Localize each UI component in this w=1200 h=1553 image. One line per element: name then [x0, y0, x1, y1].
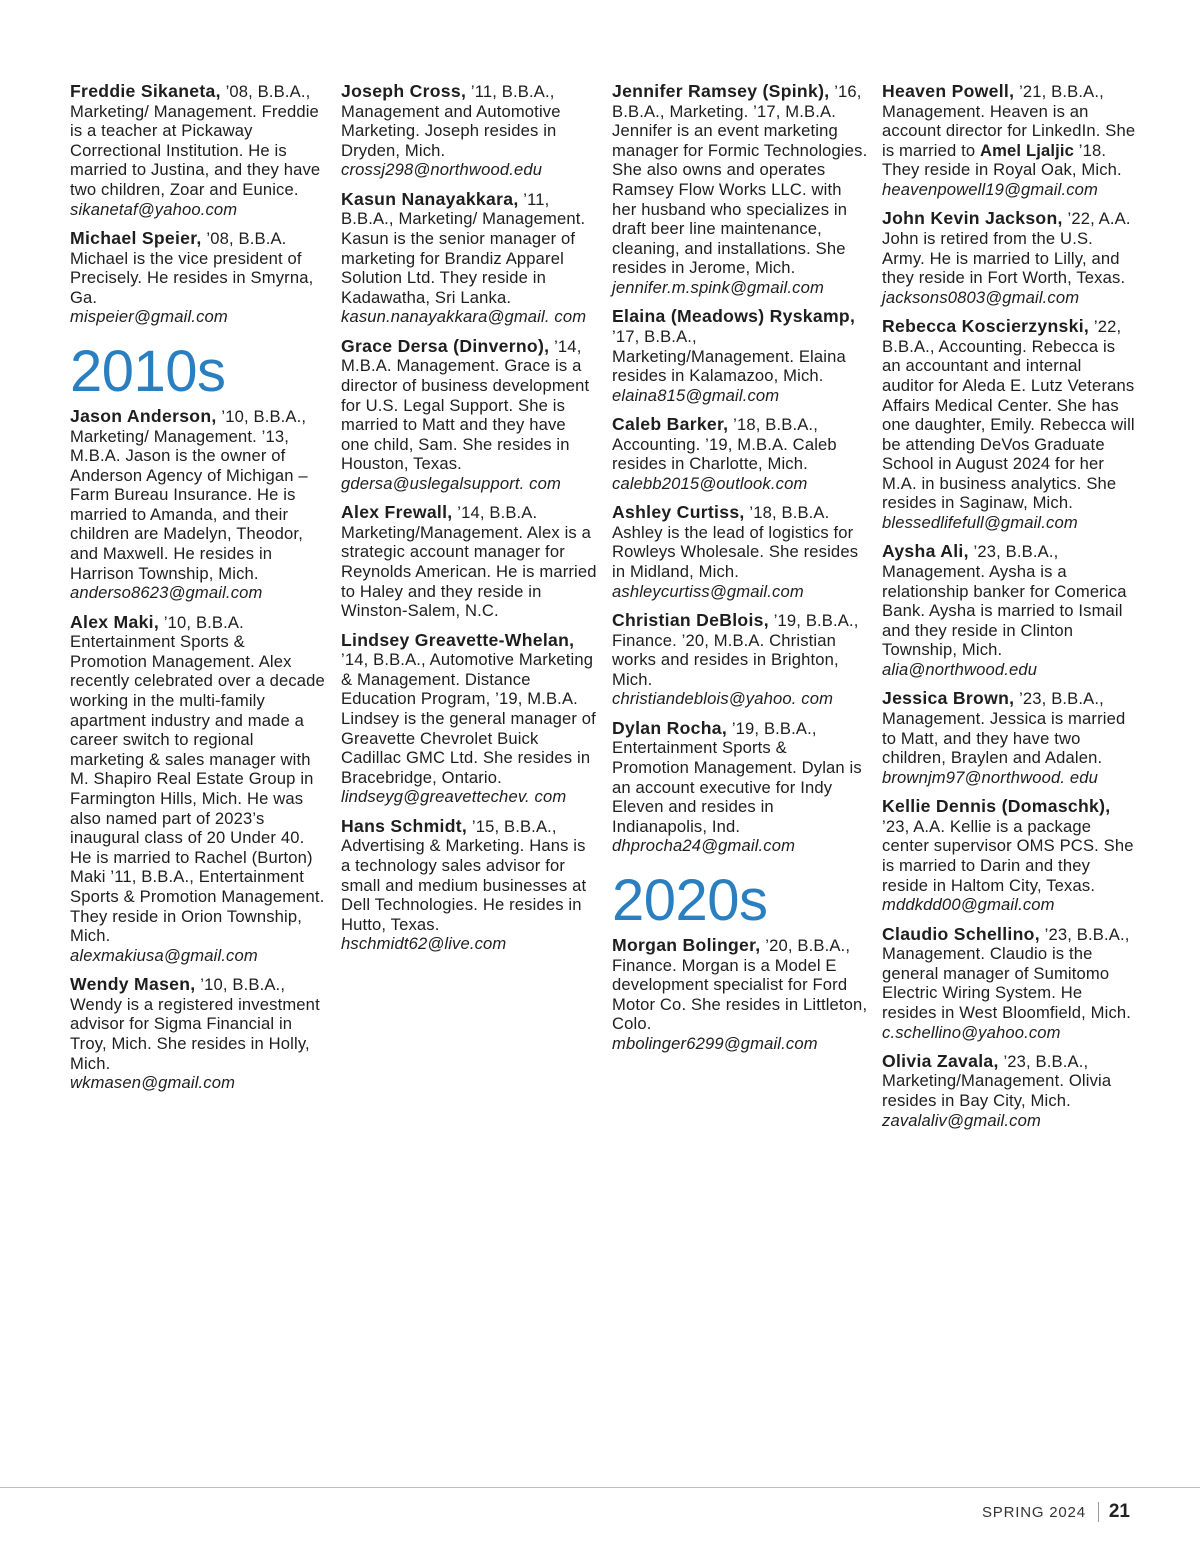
alumni-entry: [882, 925, 1138, 1043]
alumni-entry: [882, 797, 1138, 915]
alumni-details: ’08, B.B.A., Marketing/ Management. Freddie is a teacher at Pickaway Correctional Institution. He is married to Justina, and they have two children, Zoar and Eunice.: [70, 82, 321, 199]
alumni-name: Alex Frewall,: [341, 502, 453, 523]
alumni-name: John Kevin Jackson,: [882, 208, 1063, 229]
alumni-email: brownjm97@northwood. edu: [882, 767, 1099, 787]
alumni-entry: [341, 190, 597, 327]
alumni-name: Hans Schmidt,: [341, 815, 468, 836]
column-4: [882, 82, 1138, 1140]
alumni-email: hschmidt62@live.com: [341, 934, 507, 954]
alumni-entry: [612, 611, 868, 709]
alumni-email: lindseyg@greavettechev. com: [341, 787, 567, 807]
alumni-details: ’16, B.B.A., Marketing. ’17, M.B.A. Jennifer is an event marketing manager for Formic Technologies. She also owns and operates Ramsey Flow Works LLC. with her husband who specializes in draft beer line maintenance, cleaning, and installations. She resides in Jerome, Mich.: [612, 82, 868, 278]
alumni-email: jacksons0803@gmail.com: [882, 287, 1080, 307]
alumni-entry: [882, 1052, 1138, 1130]
alumni-details: ’21, B.B.A., Management. Heaven is an account director for LinkedIn. She is married to: [882, 82, 1136, 160]
alumni-email: heavenpowell19@gmail.com: [882, 179, 1098, 199]
alumni-email: wkmasen@gmail.com: [70, 1073, 236, 1093]
alumni-entry: [882, 317, 1138, 533]
alumni-entry: [882, 689, 1138, 787]
alumni-entry: [612, 415, 868, 493]
alumni-entry: [70, 82, 326, 219]
alumni-name: Aysha Ali,: [882, 541, 969, 562]
column-2: [341, 82, 597, 964]
column-3: [612, 82, 868, 1063]
alumni-details: ’14, B.B.A. Marketing/Management. Alex is a strategic account manager for Reynolds American. He is married to Haley and they reside in Winston-Salem, N.C.: [341, 503, 597, 621]
page-number: 21: [1108, 1501, 1130, 1522]
alumni-details: ’23, B.B.A., Management. Jessica is married to Matt, and they have two children, Braylen and Adalen.: [882, 689, 1126, 768]
alumni-details: ’18, B.B.A., Accounting. ’19, M.B.A. Caleb resides in Charlotte, Mich.: [612, 415, 837, 474]
footer-separator: [1098, 1502, 1099, 1522]
alumni-email: ashleycurtiss@gmail.com: [612, 581, 804, 601]
alumni-name: Heaven Powell,: [882, 81, 1015, 101]
alumni-details: ’08, B.B.A. Michael is the vice president of Precisely. He resides in Smyrna, Ga.: [70, 228, 314, 307]
column-1: [70, 82, 326, 1103]
alumni-entry: [341, 631, 597, 807]
alumni-details: ’14, M.B.A. Management. Grace is a director of business development for U.S. Legal Support. She is married to Matt and they have one child, Sam. She resides in Houston, Texas.: [341, 336, 590, 474]
alumni-details: ’22, B.B.A., Accounting. Rebecca is an accountant and internal auditor for Aleda E. Lutz Veterans Affairs Medical Center. She has one daughter, Emily. Rebecca will be attending DeVos Graduate School in August 2024 for her M.A. in business analytics. She resides in Saginaw, Mich.: [882, 317, 1135, 513]
alumni-details: ’10, B.B.A., Wendy is a registered investment advisor for Sigma Financial in Troy, Mich. She resides in Holly, Mich.: [70, 975, 320, 1073]
alumni-name: Wendy Masen,: [70, 974, 196, 995]
alumni-details: ’11, B.B.A., Marketing/ Management. Kasun is the senior manager of marketing for Brandiz Apparel Solution Ltd. They reside in Kadawatha, Sri Lanka.: [341, 189, 586, 307]
alumni-name: Morgan Bolinger,: [612, 934, 761, 955]
alumni-email: elaina815@gmail.com: [612, 385, 780, 405]
alumni-details: ’14, B.B.A., Automotive Marketing & Management. Distance Education Program, ’19, M.B.A. Lindsey is the general manager of Greavette Chevrolet Buick Cadillac GMC Ltd. She resides in Bracebridge, Ontario.: [341, 650, 596, 787]
alumni-name: Michael Speier,: [70, 227, 202, 248]
alumni-email: alia@northwood.edu: [882, 660, 1038, 680]
alumni-name: Jennifer Ramsey (Spink),: [612, 81, 830, 101]
decade-heading: 2010s: [70, 338, 226, 404]
alumni-name: Dylan Rocha,: [612, 717, 728, 738]
alumni-name: Grace Dersa (Dinverno),: [341, 335, 550, 356]
alumni-name: Alex Maki,: [70, 611, 160, 632]
alumni-entry: [341, 817, 597, 954]
alumni-entry: [612, 719, 868, 856]
alumni-entry: [70, 229, 326, 327]
alumni-details: ’23, A.A. Kellie is a package center supervisor OMS PCS. She is married to Darin and they reside in Haltom City, Texas.: [882, 816, 1134, 895]
alumni-details: ’18, B.B.A. Ashley is the lead of logistics for Rowleys Wholesale. She resides in Midland, Mich.: [612, 503, 859, 582]
alumni-details: ’23, B.B.A., Management. Claudio is the general manager of Sumitomo Electric Wiring System. He resides in West Bloomfield, Mich.: [882, 924, 1132, 1022]
alumni-email: alexmakiusa@gmail.com: [70, 945, 258, 965]
alumni-name: Ashley Curtiss,: [612, 502, 745, 523]
alumni-details: ’23, B.B.A., Marketing/Management. Olivia resides in Bay City, Mich.: [882, 1051, 1112, 1111]
spouse-name: Amel Ljaljic: [980, 140, 1075, 160]
alumni-details: ’20, B.B.A., Finance. Morgan is a Model E development specialist for Ford Motor Co. She resides in Littleton, Colo.: [612, 935, 868, 1034]
alumni-entry: [612, 307, 868, 405]
alumni-email: sikanetaf@yahoo.com: [70, 199, 238, 219]
alumni-entry: [882, 82, 1138, 200]
alumni-name: Jessica Brown,: [882, 688, 1015, 709]
alumni-email: kasun.nanayakkara@gmail. com: [341, 307, 587, 327]
alumni-name: Joseph Cross,: [341, 81, 467, 101]
alumni-email: c.schellino@yahoo.com: [882, 1022, 1061, 1042]
alumni-entry: [612, 82, 868, 298]
alumni-details-continued: ’18. They reside in Royal Oak, Mich.: [882, 140, 1122, 180]
alumni-email: mispeier@gmail.com: [70, 307, 228, 327]
alumni-email: zavalaliv@gmail.com: [882, 1110, 1041, 1130]
footer-divider: [0, 1487, 1200, 1488]
alumni-name: Caleb Barker,: [612, 414, 729, 435]
alumni-email: blessedlifefull@gmail.com: [882, 513, 1078, 533]
alumni-name: Christian DeBlois,: [612, 610, 769, 631]
alumni-details: ’19, B.B.A., Entertainment Sports & Promotion Management. Dylan is an account executive for Indy Eleven and resides in Indianapolis, Ind.: [612, 718, 862, 836]
page-footer: [982, 1501, 1130, 1523]
alumni-entry: [341, 82, 597, 180]
alumni-details: ’10, B.B.A., Marketing/ Management. ’13, M.B.A. Jason is the owner of Anderson Agency of Michigan – Farm Bureau Insurance. He is married to Amanda, and their children are Madelyn, Theodor, and Maxwell. He resides in Harrison Township, Mich.: [70, 406, 308, 583]
alumni-details: ’17, B.B.A., Marketing/Management. Elaina resides in Kalamazoo, Mich.: [612, 326, 846, 386]
alumni-name: Kasun Nanayakkara,: [341, 188, 519, 209]
alumni-name: Rebecca Koscierzynski,: [882, 316, 1090, 337]
alumni-entry: [70, 975, 326, 1093]
alumni-entry: [341, 503, 597, 621]
alumni-email: jennifer.m.spink@gmail.com: [612, 277, 824, 297]
alumni-entry: [70, 407, 326, 603]
alumni-name: Freddie Sikaneta,: [70, 81, 221, 101]
alumni-email: anderso8623@gmail.com: [70, 583, 263, 603]
alumni-entry: [341, 337, 597, 494]
alumni-email: calebb2015@outlook.com: [612, 473, 808, 493]
alumni-name: Olivia Zavala,: [882, 1050, 999, 1071]
alumni-details: ’15, B.B.A., Advertising & Marketing. Hans is a technology sales advisor for small and medium businesses at Dell Technologies. He resides in Hutto, Texas.: [341, 816, 587, 934]
alumni-entry: [612, 936, 868, 1054]
alumni-details: ’23, B.B.A., Management. Aysha is a relationship banker for Comerica Bank. Aysha is married to Ismail and they reside in Clinton Township, Mich.: [882, 542, 1127, 660]
alumni-email: christiandeblois@yahoo. com: [612, 689, 834, 709]
alumni-details: ’10, B.B.A. Entertainment Sports & Promotion Management. Alex recently celebrated over a decade working in the multi-family apartment industry and made a career switch to regional marketing & sales manager with M. Shapiro Real Estate Group in Farmington Hills, Mich. He was also named part of 2023’s inaugural class of 20 Under 40. He is married to Rachel (Burton) Maki ’11, B.B.A., Entertainment Sports & Promotion Management. They reside in Orion Township, Mich.: [70, 612, 325, 946]
alumni-email: crossj298@northwood.edu: [341, 160, 543, 180]
alumni-email: mbolinger6299@gmail.com: [612, 1033, 818, 1053]
alumni-entry: [882, 542, 1138, 679]
alumni-name: Claudio Schellino,: [882, 923, 1040, 944]
alumni-entry: [70, 613, 326, 966]
alumni-name: Jason Anderson,: [70, 405, 217, 426]
alumni-name: Lindsey Greavette-Whelan,: [341, 629, 575, 650]
alumni-email: mddkdd00@gmail.com: [882, 895, 1055, 915]
alumni-name: Kellie Dennis (Domaschk),: [882, 796, 1111, 817]
alumni-details: ’11, B.B.A., Management and Automotive Marketing. Joseph resides in Dryden, Mich.: [341, 82, 561, 160]
alumni-name: Elaina (Meadows) Ryskamp,: [612, 306, 856, 327]
decade-heading: 2020s: [612, 867, 768, 933]
alumni-details: ’22, A.A. John is retired from the U.S. Army. He is married to Lilly, and they reside in Fort Worth, Texas.: [882, 209, 1131, 288]
alumni-email: dhprocha24@gmail.com: [612, 836, 796, 856]
issue-label: SPRING 2024: [982, 1503, 1086, 1521]
alumni-entry: [612, 503, 868, 601]
alumni-email: gdersa@uslegalsupport. com: [341, 473, 561, 493]
alumni-entry: [882, 209, 1138, 307]
alumni-details: ’19, B.B.A., Finance. ’20, M.B.A. Christian works and resides in Brighton, Mich.: [612, 611, 859, 689]
